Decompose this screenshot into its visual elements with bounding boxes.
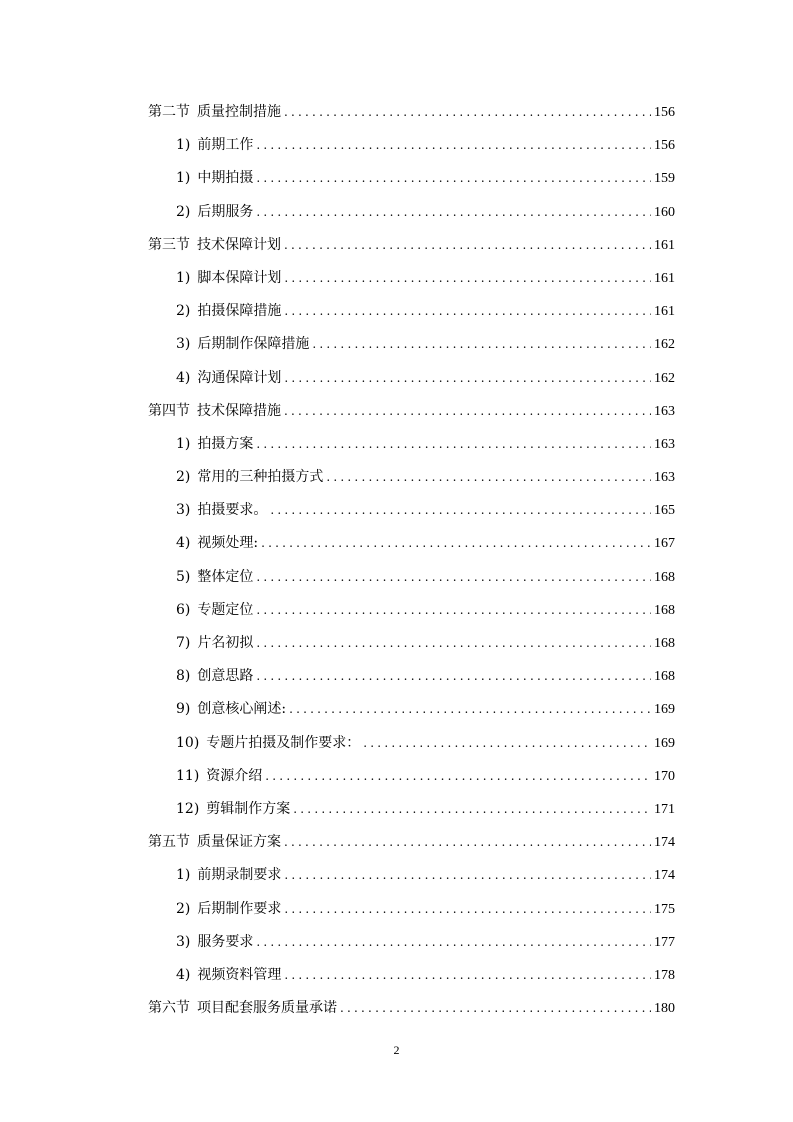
toc-dot-leader [256, 201, 651, 223]
toc-entry-title: 创意思路 [197, 668, 254, 685]
toc-dot-leader [261, 532, 651, 554]
toc-entry-number: 11) [176, 767, 200, 784]
toc-entry-number: 1) [176, 867, 191, 884]
toc-entry-title: 后期制作保障措施 [197, 336, 310, 353]
toc-dot-leader [256, 665, 651, 687]
toc-dot-leader [326, 466, 651, 488]
toc-entry-page: 169 [654, 702, 675, 718]
toc-entry-number: 2) [176, 900, 191, 917]
toc-entry-page: 162 [654, 337, 675, 353]
toc-dot-leader [256, 134, 651, 156]
toc-entry-number: 第六节 [148, 1000, 190, 1017]
toc-entry-number: 8) [176, 668, 191, 685]
toc-dot-leader [363, 732, 651, 754]
toc-subsection-entry[interactable] [148, 167, 675, 200]
toc-entry-page: 177 [654, 934, 675, 950]
toc-subsection-entry[interactable] [148, 665, 675, 698]
toc-dot-leader [284, 964, 651, 986]
toc-entry-number: 1) [176, 137, 191, 154]
toc-entry-page: 174 [654, 868, 675, 884]
toc-entry-title: 专题定位 [197, 601, 254, 618]
toc-entry-title: 拍摄要求。 [197, 502, 268, 519]
toc-entry-title: 技术保障措施 [197, 402, 281, 419]
toc-dot-leader [256, 931, 651, 953]
toc-dot-leader [284, 367, 651, 389]
toc-entry-title: 后期服务 [197, 203, 254, 220]
toc-entry-number: 10) [176, 734, 200, 751]
toc-entry-page: 161 [654, 304, 675, 320]
toc-entry-title: 前期录制要求 [197, 867, 282, 884]
toc-section-entry[interactable] [148, 101, 675, 134]
toc-subsection-entry[interactable] [148, 532, 675, 565]
toc-entry-page: 175 [654, 901, 675, 917]
toc-subsection-entry[interactable] [148, 466, 675, 499]
toc-entry-number: 12) [176, 800, 200, 817]
toc-dot-leader [289, 698, 651, 720]
toc-subsection-entry[interactable] [148, 566, 675, 599]
toc-entry-page: 163 [654, 436, 675, 452]
toc-entry-number: 3) [176, 336, 191, 353]
toc-subsection-entry[interactable] [148, 333, 675, 366]
toc-entry-number: 1) [176, 435, 191, 452]
toc-entry-page: 163 [654, 403, 675, 419]
toc-entry-page: 161 [654, 237, 675, 253]
toc-entry-title: 拍摄保障措施 [197, 303, 282, 320]
toc-dot-leader [256, 599, 651, 621]
toc-entry-title: 质量保证方案 [197, 834, 281, 851]
toc-subsection-entry[interactable] [148, 367, 675, 400]
toc-entry-number: 2) [176, 303, 191, 320]
toc-entry-page: 167 [654, 536, 675, 552]
toc-entry-title: 视频处理: [197, 535, 259, 552]
toc-dot-leader [340, 997, 651, 1019]
toc-entry-title: 剪辑制作方案 [206, 800, 291, 817]
toc-entry-number: 第三节 [148, 236, 190, 253]
toc-entry-number: 4) [176, 966, 191, 983]
toc-entry-title: 脚本保障计划 [197, 269, 282, 286]
toc-entry-page: 180 [654, 1001, 675, 1017]
toc-dot-leader [284, 864, 651, 886]
toc-entry-title: 常用的三种拍摄方式 [197, 469, 324, 486]
toc-entry-page: 156 [654, 105, 675, 120]
toc-dot-leader [284, 400, 651, 422]
toc-entry-page: 160 [654, 204, 675, 220]
toc-entry-page: 168 [654, 669, 675, 685]
toc-dot-leader [284, 898, 651, 920]
toc-section-entry[interactable] [148, 997, 675, 1030]
toc-entry-number: 3) [176, 502, 191, 519]
toc-subsection-entry[interactable] [148, 732, 675, 765]
toc-entry-title: 拍摄方案 [197, 435, 254, 452]
page-number: 2 [393, 1043, 400, 1057]
toc-dot-leader [265, 765, 651, 787]
toc-entry-number: 4) [176, 369, 191, 386]
toc-dot-leader [284, 300, 651, 322]
toc-dot-leader [256, 632, 651, 654]
toc-entry-title: 质量控制措施 [197, 104, 281, 120]
toc-dot-leader [256, 566, 651, 588]
toc-entry-title: 整体定位 [197, 568, 254, 585]
toc-subsection-entry[interactable] [148, 765, 675, 798]
toc-entry-title: 服务要求 [197, 933, 254, 950]
toc-entry-page: 170 [654, 768, 675, 784]
toc-entry-page: 168 [654, 602, 675, 618]
toc-entry-title: 项目配套服务质量承诺 [197, 1000, 337, 1017]
toc-subsection-entry[interactable] [148, 964, 675, 997]
toc-entry-page: 163 [654, 470, 675, 486]
toc-subsection-entry[interactable] [148, 134, 675, 167]
toc-entry-title: 前期工作 [197, 137, 254, 154]
toc-subsection-entry[interactable] [148, 499, 675, 532]
toc-entry-number: 7) [176, 635, 191, 651]
toc-subsection-entry[interactable] [148, 798, 675, 831]
toc-entry-number: 2) [176, 469, 191, 486]
toc-entry-title: 后期制作要求 [197, 900, 282, 917]
toc-entry-number: 2) [176, 203, 191, 220]
toc-entry-page: 168 [654, 569, 675, 585]
toc-dot-leader [312, 333, 651, 355]
toc-entry-number: 第二节 [148, 104, 190, 120]
toc-entry-number: 第四节 [148, 402, 190, 419]
toc-dot-leader [284, 267, 651, 289]
toc-entry-number: 第五节 [148, 834, 190, 851]
toc-subsection-entry[interactable] [148, 864, 675, 897]
table-of-contents [148, 101, 675, 1030]
toc-entry-title: 专题片拍摄及制作要求： [206, 734, 361, 751]
toc-entry-page: 178 [654, 967, 675, 983]
toc-dot-leader [284, 831, 651, 853]
toc-entry-title: 技术保障计划 [197, 236, 281, 253]
toc-entry-page: 162 [654, 370, 675, 386]
toc-entry-number: 5) [176, 568, 191, 585]
toc-entry-page: 169 [654, 735, 675, 751]
toc-section-entry[interactable] [148, 831, 675, 864]
toc-entry-page: 159 [654, 171, 675, 187]
toc-entry-number: 3) [176, 933, 191, 950]
toc-subsection-entry[interactable] [148, 433, 675, 466]
toc-entry-number: 4) [176, 535, 191, 552]
toc-dot-leader [256, 433, 651, 455]
toc-entry-page: 165 [654, 503, 675, 519]
toc-entry-page: 156 [654, 138, 675, 154]
toc-dot-leader [284, 234, 651, 256]
toc-subsection-entry[interactable] [148, 698, 675, 731]
toc-dot-leader [284, 101, 651, 123]
toc-subsection-entry[interactable] [148, 300, 675, 333]
toc-section-entry[interactable] [148, 400, 675, 433]
toc-subsection-entry[interactable] [148, 931, 675, 964]
toc-entry-page: 168 [654, 636, 675, 651]
toc-dot-leader [293, 798, 651, 820]
toc-entry-page: 171 [654, 801, 675, 817]
toc-entry-page: 174 [654, 835, 675, 851]
toc-entry-title: 中期拍摄 [197, 170, 254, 187]
toc-subsection-entry[interactable] [148, 898, 675, 931]
toc-dot-leader [256, 167, 651, 189]
toc-entry-number: 1) [176, 269, 191, 286]
toc-entry-number: 1) [176, 170, 191, 187]
toc-subsection-entry[interactable] [148, 267, 675, 300]
toc-entry-title: 沟通保障计划 [197, 369, 282, 386]
toc-entry-title: 资源介绍 [206, 767, 263, 784]
toc-subsection-entry[interactable] [148, 599, 675, 632]
toc-entry-title: 创意核心阐述: [197, 701, 287, 718]
toc-entry-title: 视频资料管理 [197, 966, 282, 983]
toc-entry-title: 片名初拟 [197, 635, 254, 651]
toc-section-entry[interactable] [148, 234, 675, 267]
toc-entry-page: 161 [654, 270, 675, 286]
toc-dot-leader [270, 499, 651, 521]
toc-subsection-entry[interactable] [148, 632, 675, 665]
toc-entry-number: 6) [176, 601, 191, 618]
toc-entry-number: 9) [176, 701, 191, 718]
toc-subsection-entry[interactable] [148, 201, 675, 234]
